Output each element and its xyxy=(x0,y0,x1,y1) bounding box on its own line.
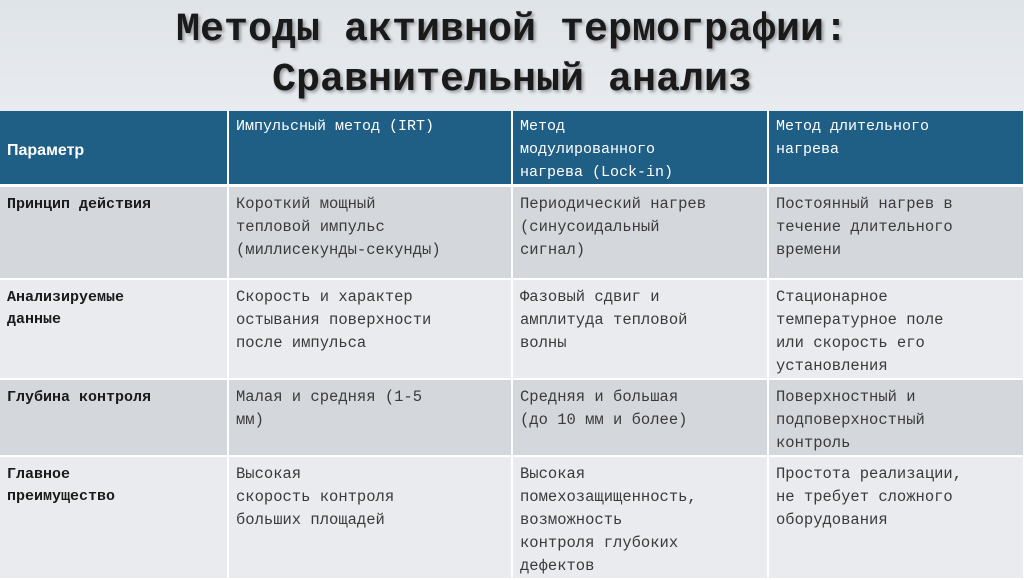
table-cell: Высокая скорость контроля больших площадей xyxy=(228,456,512,579)
table-cell: Периодический нагрев (синусоидальный сигнал) xyxy=(512,186,768,279)
slide-title-line-1: Методы активной термографии: xyxy=(175,8,849,53)
table-cell: Постоянный нагрев в течение длительного времени xyxy=(768,186,1024,279)
comparison-table xyxy=(0,111,1024,580)
table-cell: Фазовый сдвиг и амплитуда тепловой волны xyxy=(512,279,768,379)
table-row xyxy=(0,186,1024,279)
table-row xyxy=(0,379,1024,456)
table-row xyxy=(0,279,1024,379)
table-cell: Малая и средняя (1-5 мм) xyxy=(228,379,512,456)
header-lockin-method: Метод модулированного нагрева (Lock-in) xyxy=(512,111,768,186)
table-header-row xyxy=(0,111,1024,186)
header-long-heating-method: Метод длительного нагрева xyxy=(768,111,1024,186)
row-parameter: Главное преимущество xyxy=(0,456,228,579)
row-parameter: Принцип действия xyxy=(0,186,228,279)
header-parameter: Параметр xyxy=(0,111,228,186)
row-parameter: Анализируемые данные xyxy=(0,279,228,379)
table-cell: Средняя и большая (до 10 мм и более) xyxy=(512,379,768,456)
slide-title xyxy=(0,6,1024,106)
table-cell: Скорость и характер остывания поверхности после импульса xyxy=(228,279,512,379)
table-row xyxy=(0,456,1024,579)
table-cell: Короткий мощный тепловой импульс (миллисекунды-секунды) xyxy=(228,186,512,279)
row-parameter: Глубина контроля xyxy=(0,379,228,456)
slide-title-line-2: Сравнительный анализ xyxy=(271,58,753,103)
header-pulse-method: Импульсный метод (IRT) xyxy=(228,111,512,186)
table-cell: Простота реализации, не требует сложного оборудования xyxy=(768,456,1024,579)
table-cell: Стационарное температурное поле или скорость его установления xyxy=(768,279,1024,379)
table-cell: Высокая помехозащищенность, возможность контроля глубоких дефектов xyxy=(512,456,768,579)
table-cell: Поверхностный и подповерхностный контроль xyxy=(768,379,1024,456)
